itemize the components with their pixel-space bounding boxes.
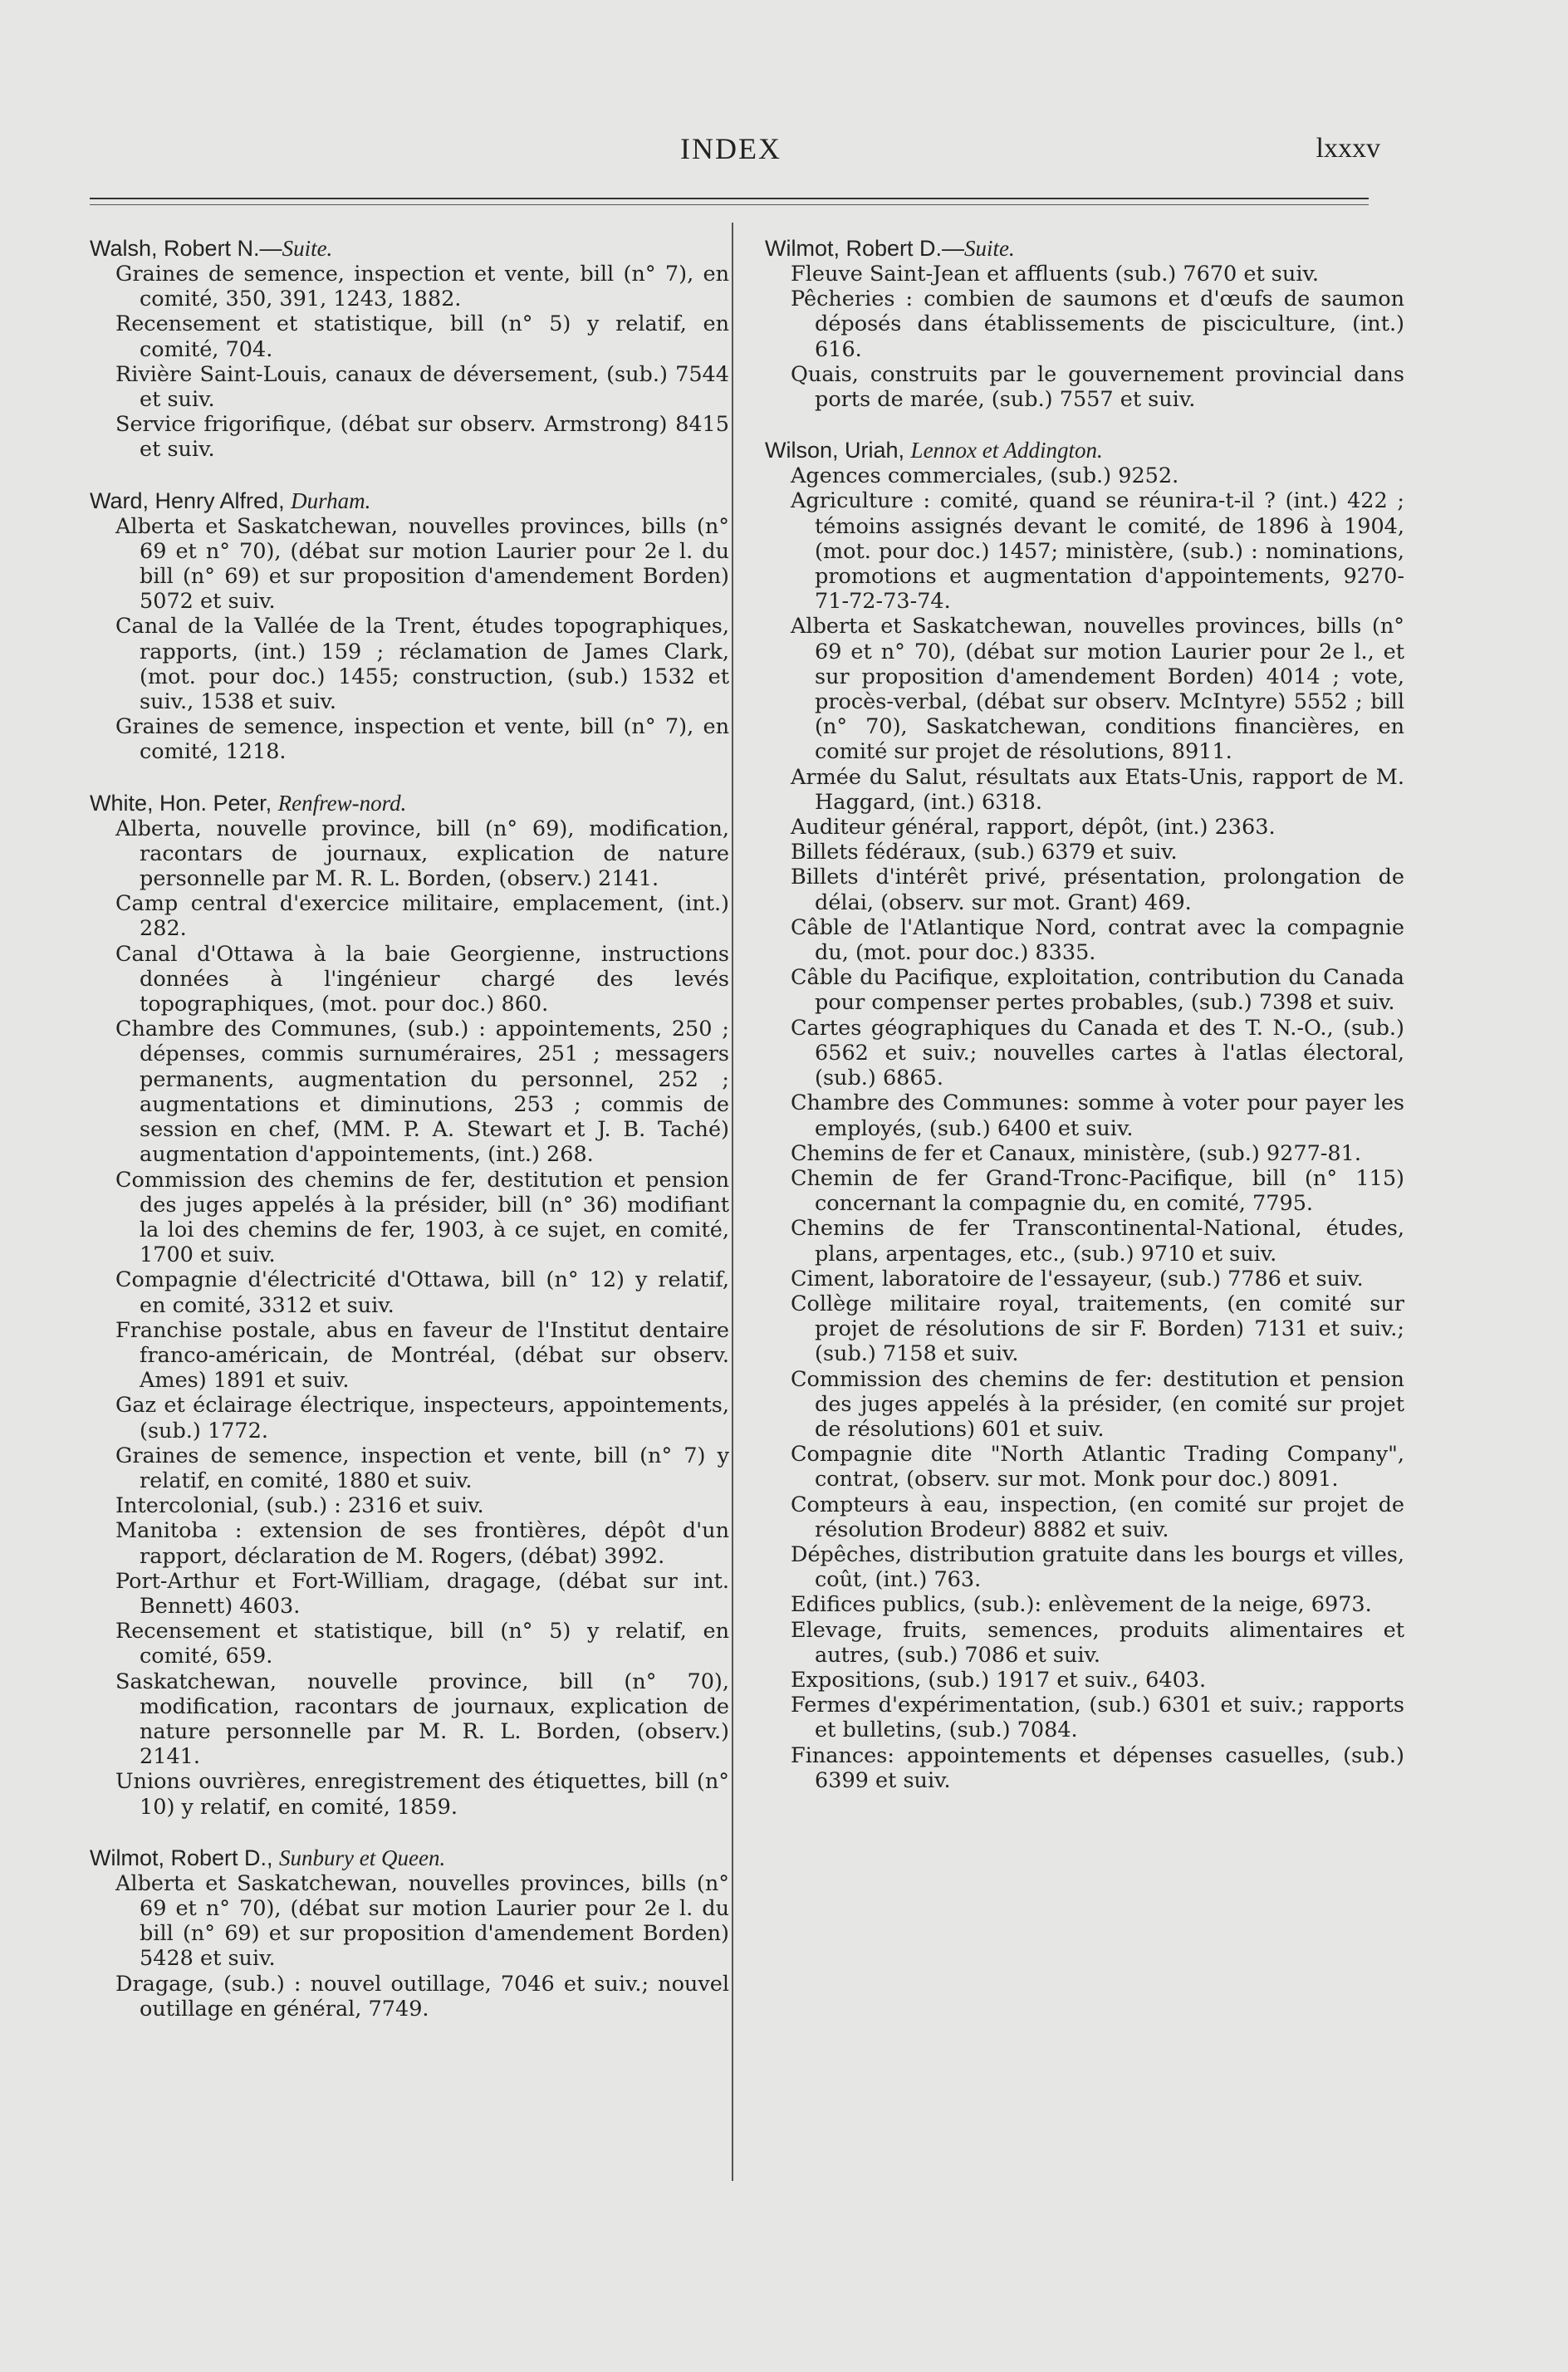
member-name: Wilmot, Robert D.— [765, 236, 965, 261]
index-entry [90, 488, 729, 765]
subject-item: Chambre des Communes, (sub.) : appointements, 250 ; dépenses, commis surnuméraires, 251 ; messagers permanents, augmentation du personnel, 252 ; augmentations et diminutions, 253 ; commis de session en chef, (MM. P. A. Stewart et J. B. Taché) augmentation d'appointements, (int.) 268. [115, 1017, 729, 1168]
subject-item: Chemins de fer et Canaux, ministère, (sub.) 9277-81. [791, 1140, 1361, 1166]
member-name: Ward, Henry Alfred, [90, 488, 292, 513]
subject-item: Commission des chemins de fer: destitution et pension des juges appelés à la présider, (en comité sur projet de résolutions) 601 et suiv. [791, 1366, 1404, 1442]
member-name: Wilmot, Robert D., [90, 1845, 280, 1870]
index-entry [765, 235, 1404, 412]
index-entry [90, 1845, 729, 2022]
subject-item: Franchise postale, abus en faveur de l'Institut dentaire franco-américain, de Montréal, (débat sur observ. Ames) 1891 et suiv. [115, 1317, 729, 1394]
subject-item: Alberta, nouvelle province, bill (n° 69), modification, racontars de journaux, explication de nature personnelle par M. R. L. Borden, (observ.) 2141. [115, 816, 729, 892]
subject-item: Commission des chemins de fer, destitution et pension des juges appelés à la présider, bill (n° 36) modifiant la loi des chemins de fer, 1903, à ce sujet, en comité, 1700 et suiv. [115, 1167, 729, 1268]
subject-item: Compagnie dite "North Atlantic Trading Company", contrat, (observ. sur mot. Monk pour doc.) 8091. [791, 1442, 1404, 1492]
subject-item: Compagnie d'électricité d'Ottawa, bill (n° 12) y relatif, en comité, 3312 et suiv. [115, 1267, 729, 1318]
subject-item: Agences commerciales, (sub.) 9252. [791, 463, 1179, 489]
subject-item: Compteurs à eau, inspection, (en comité sur projet de résolution Brodeur) 8882 et suiv. [791, 1492, 1404, 1542]
subject-item: Câble de l'Atlantique Nord, contrat avec la compagnie du, (mot. pour doc.) 8335. [791, 914, 1404, 966]
subject-item: Auditeur général, rapport, dépôt, (int.) 2363. [791, 815, 1276, 840]
subject-item: Service frigorifique, (débat sur observ. Armstrong) 8415 et suiv. [115, 412, 729, 463]
subject-item: Graines de semence, inspection et vente, bill (n° 7) y relatif, en comité, 1880 et suiv. [115, 1443, 729, 1493]
subject-item: Elevage, fruits, semences, produits alimentaires et autres, (sub.) 7086 et suiv. [791, 1617, 1404, 1668]
entry-heading [90, 1845, 729, 1871]
right-column [765, 235, 1404, 1818]
subject-item: Billets fédéraux, (sub.) 6379 et suiv. [791, 840, 1178, 865]
constituency: Renfrew-nord. [277, 790, 407, 816]
subject-item: Saskatchewan, nouvelle province, bill (n° 70), modification, racontars de journaux, explication de nature personnelle par M. R. L. Borden, (observ.) 2141. [115, 1669, 729, 1770]
page-number: lxxxv [1316, 133, 1380, 164]
constituency: Suite. [964, 236, 1015, 261]
entry-heading [90, 488, 729, 514]
subject-item: Dépêches, distribution gratuite dans les bourgs et villes, coût, (int.) 763. [791, 1541, 1404, 1593]
subject-item: Recensement et statistique, bill (n° 5) y relatif, en comité, 659. [115, 1619, 729, 1669]
subject-item: Rivière Saint-Louis, canaux de déversement, (sub.) 7544 et suiv. [115, 361, 729, 413]
subject-item: Graines de semence, inspection et vente, bill (n° 7), en comité, 1218. [115, 714, 729, 765]
subject-item: Manitoba : extension de ses frontières, dépôt d'un rapport, déclaration de M. Rogers, (débat) 3992. [115, 1518, 729, 1569]
subject-item: Finances: appointements et dépenses casuelles, (sub.) 6399 et suiv. [791, 1742, 1404, 1793]
entry-heading [90, 235, 729, 262]
subject-item: Cartes géographiques du Canada et des T. N.-O., (sub.) 6562 et suiv.; nouvelles cartes à l'atlas électoral, (sub.) 6865. [791, 1015, 1404, 1091]
subject-item: Chemin de fer Grand-Tronc-Pacifique, bill (n° 115) concernant la compagnie du, en comité, 7795. [791, 1165, 1404, 1217]
subject-item: Graines de semence, inspection et vente, bill (n° 7), en comité, 350, 391, 1243, 1882. [115, 262, 729, 312]
subject-item: Armée du Salut, résultats aux Etats-Unis, rapport de M. Haggard, (int.) 6318. [791, 764, 1404, 815]
subject-item: Dragage, (sub.) : nouvel outillage, 7046 et suiv.; nouvel outillage en général, 7749. [115, 1971, 729, 2022]
subject-item: Gaz et éclairage électrique, inspecteurs, appointements, (sub.) 1772. [115, 1393, 729, 1443]
index-entry [90, 790, 729, 1820]
subject-item: Pêcheries : combien de saumons et d'œufs de saumon déposés dans établissements de pisciculture, (int.) 616. [791, 287, 1404, 362]
constituency: Durham. [291, 488, 371, 513]
subject-item: Alberta et Saskatchewan, nouvelles provinces, bills (n° 69 et n° 70), (débat sur motion Laurier pour 2e l., et sur proposition d'amendement Borden) 4014 ; vote, procès-verbal, (débat sur observ. McIntyre) 5552 ; bill (n° 70), Saskatchewan, conditions financières, en comité sur projet de résolutions, 8911. [791, 614, 1404, 765]
subject-item: Quais, construits par le gouvernement provincial dans ports de marée, (sub.) 7557 et suiv. [791, 361, 1404, 413]
subject-item: Chambre des Communes: somme à voter pour payer les employés, (sub.) 6400 et suiv. [791, 1090, 1404, 1141]
entry-heading [765, 437, 1404, 463]
subject-item: Port-Arthur et Fort-William, dragage, (débat sur int. Bennett) 4603. [115, 1568, 729, 1619]
subject-item: Chemins de fer Transcontinental-National, études, plans, arpentages, etc., (sub.) 9710 et suiv. [791, 1216, 1404, 1267]
header-rule [90, 198, 1369, 205]
constituency: Lennox et Addington. [910, 438, 1103, 463]
subject-item: Fleuve Saint-Jean et affluents (sub.) 7670 et suiv. [791, 262, 1319, 287]
page-header [91, 131, 1380, 173]
page-title: INDEX [680, 132, 782, 165]
subject-item: Recensement et statistique, bill (n° 5) y relatif, en comité, 704. [115, 311, 729, 362]
subject-item: Alberta et Saskatchewan, nouvelles provinces, bills (n° 69 et n° 70), (débat sur motion Laurier pour 2e l. du bill (n° 69) et sur proposition d'amendement Borden) 5428 et suiv. [115, 1870, 729, 1972]
subject-item: Canal de la Vallée de la Trent, études topographiques, rapports, (int.) 159 ; réclamation de James Clark, (mot. pour doc.) 1455; construction, (sub.) 1532 et suiv., 1538 et suiv. [115, 614, 729, 715]
left-column [90, 235, 729, 2046]
constituency: Suite. [282, 236, 333, 261]
index-entry [90, 235, 729, 463]
entry-heading [90, 790, 729, 816]
member-name: Wilson, Uriah, [765, 438, 911, 463]
member-name: Walsh, Robert N.— [90, 236, 282, 261]
subject-item: Fermes d'expérimentation, (sub.) 6301 et suiv.; rapports et bulletins, (sub.) 7084. [791, 1693, 1404, 1743]
subject-item: Intercolonial, (sub.) : 2316 et suiv. [115, 1493, 484, 1519]
subject-item: Billets d'intérêt privé, présentation, prolongation de délai, (observ. sur mot. Grant) 469. [791, 865, 1404, 915]
subject-item: Collège militaire royal, traitements, (en comité sur projet de résolutions de sir F. Borden) 7131 et suiv.; (sub.) 7158 et suiv. [791, 1291, 1404, 1367]
subject-item: Alberta et Saskatchewan, nouvelles provinces, bills (n° 69 et n° 70), (débat sur motion Laurier pour 2e l. du bill (n° 69) et sur proposition d'amendement Borden) 5072 et suiv. [115, 513, 729, 615]
column-divider [732, 223, 733, 2181]
subject-item: Agriculture : comité, quand se réunira-t-il ? (int.) 422 ; témoins assignés devant le comité, de 1896 à 1904, (mot. pour doc.) 1457; ministère, (sub.) : nominations, promotions et augmentation d'appointements, 9270-71-72-73-74. [791, 488, 1404, 615]
constituency: Sunbury et Queen. [279, 1845, 446, 1870]
index-entry [765, 437, 1404, 1793]
subject-item: Câble du Pacifique, exploitation, contribution du Canada pour compenser pertes probables, (sub.) 7398 et suiv. [791, 965, 1404, 1016]
subject-item: Edifices publics, (sub.): enlèvement de la neige, 6973. [791, 1592, 1372, 1618]
subject-item: Camp central d'exercice militaire, emplacement, (int.) 282. [115, 891, 729, 942]
entry-heading [765, 235, 1404, 262]
subject-item: Canal d'Ottawa à la baie Georgienne, instructions données à l'ingénieur chargé des levés topographiques, (mot. pour doc.) 860. [115, 941, 729, 1017]
subject-item: Ciment, laboratoire de l'essayeur, (sub.) 7786 et suiv. [791, 1266, 1364, 1291]
subject-item: Unions ouvrières, enregistrement des étiquettes, bill (n° 10) y relatif, en comité, 1859. [115, 1769, 729, 1820]
member-name: White, Hon. Peter, [90, 790, 278, 816]
subject-item: Expositions, (sub.) 1917 et suiv., 6403. [791, 1667, 1207, 1693]
